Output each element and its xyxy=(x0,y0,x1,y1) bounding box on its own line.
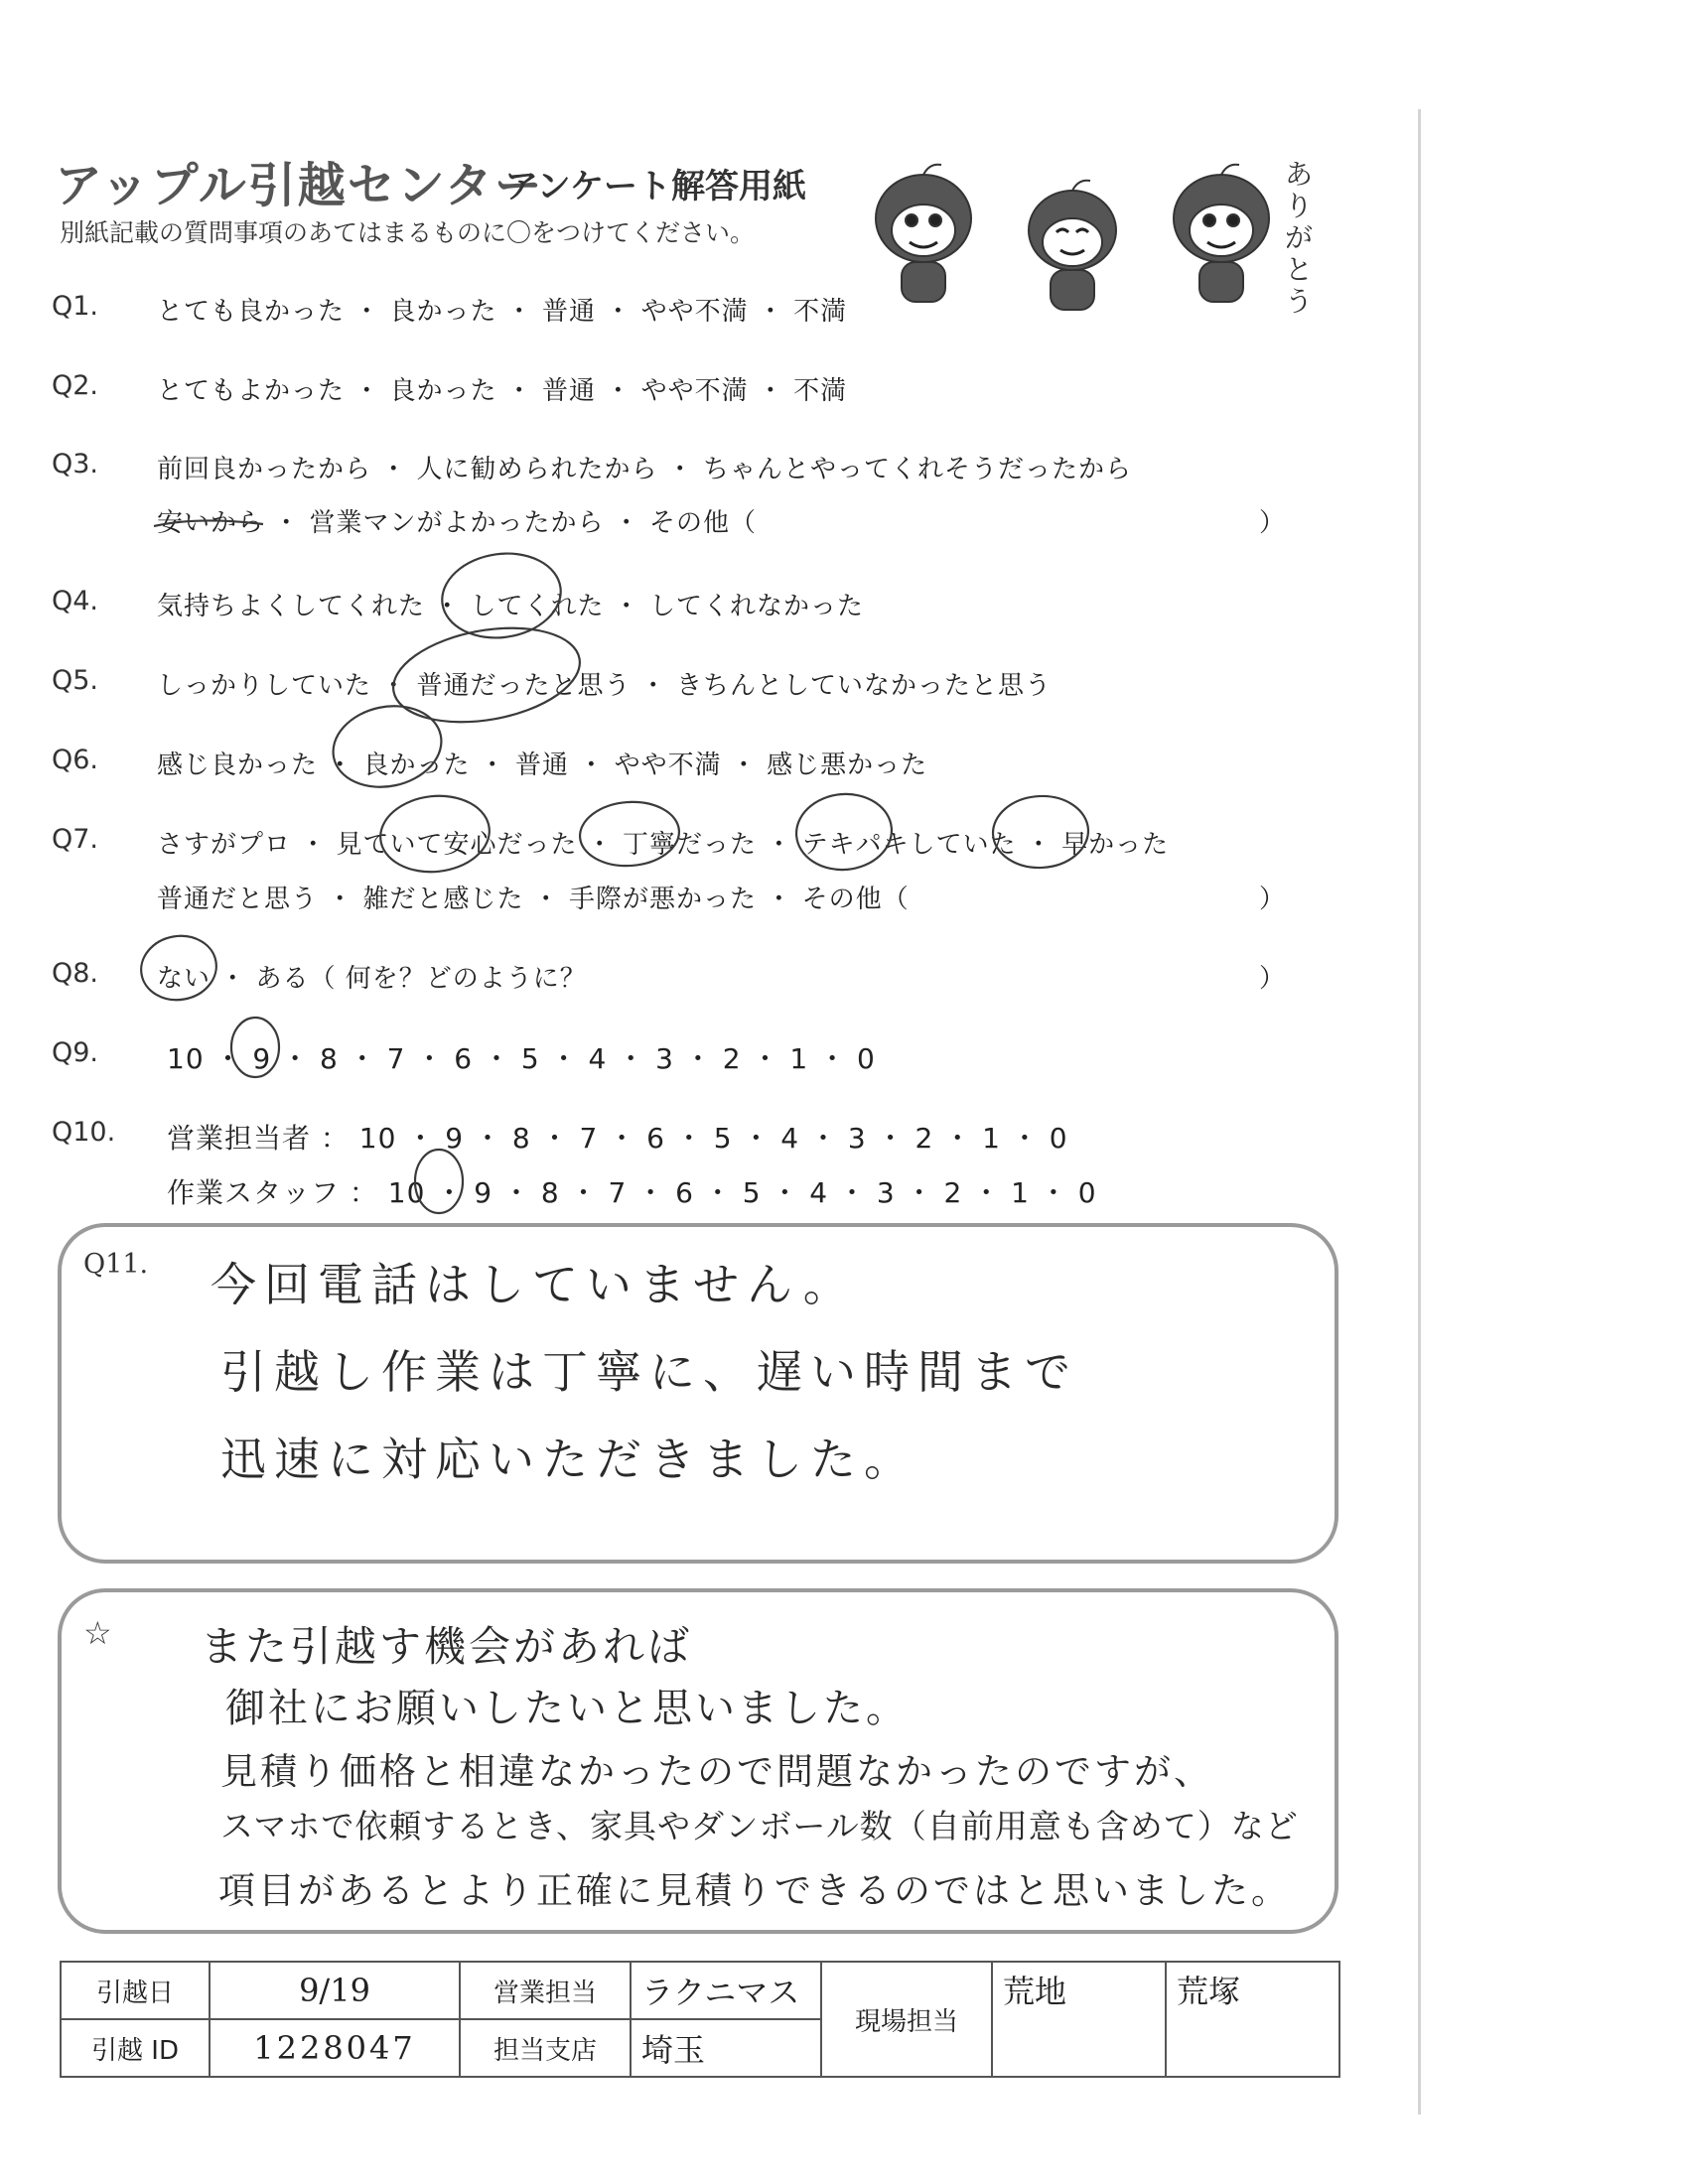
q3-label: Q3. xyxy=(52,449,99,479)
site-staff-label: 現場担当 xyxy=(821,1962,992,2077)
move-id-value: 1228047 xyxy=(210,2019,460,2077)
q11-label: Q11. xyxy=(83,1249,149,1280)
q7-close-paren: ） xyxy=(1259,885,1286,914)
q10-label: Q10. xyxy=(52,1117,116,1148)
q9-scale: 10 ・ 9 ・ 8 ・ 7 ・ 6 ・ 5 ・ 4 ・ 3 ・ 2 ・ 1 ・ 0 xyxy=(167,1042,876,1075)
q5-options: しっかりしていた ・ 普通だったと思う ・ きちんとしていなかったと思う xyxy=(157,671,1053,701)
q4-options: 気持ちよくしてくれた ・ してくれた ・ してくれなかった xyxy=(157,592,865,621)
comment-line-1: また引越す機会があれば xyxy=(201,1622,693,1671)
additional-comment-box xyxy=(58,1588,1338,1934)
company-title: アップル引越センター xyxy=(55,158,544,213)
q5-label: Q5. xyxy=(52,665,99,696)
mascot-right xyxy=(1174,165,1269,302)
q11-line-2: 引越し作業は丁寧に、遅い時間まで xyxy=(220,1345,1078,1399)
site-staff-signature-2: 荒塚 xyxy=(1166,1962,1339,2077)
move-id-label: 引越 ID xyxy=(61,2019,210,2077)
q8-options: ない ・ ある（ 何を？どのように？ xyxy=(157,964,587,994)
q1-label: Q1. xyxy=(52,291,99,322)
q11-line-1: 今回電話はしていません。 xyxy=(211,1258,857,1311)
q10-staff-scale: 作業スタッフ ： 10 ・ 9 ・ 8 ・ 7 ・ 6 ・ 5 ・ 4 ・ 3 ・ 2 ・ 1 ・ 0 xyxy=(167,1176,1097,1209)
instruction-text: 別紙記載の質問事項のあてはまるものに〇をつけてください。 xyxy=(60,218,756,247)
comment-line-5: 項目があるとより正確に見積りできるのではと思いました。 xyxy=(218,1869,1291,1912)
branch-value: 埼玉 xyxy=(631,2019,821,2077)
form-title: アンケート解答用紙 xyxy=(504,167,806,206)
comment-line-3: 見積り価格と相違なかったので問題なかったのですが、 xyxy=(220,1750,1213,1793)
q8-label: Q8. xyxy=(52,958,99,989)
q11-line-3: 迅速に対応いただきました。 xyxy=(220,1433,917,1486)
mascot-caption: ありがとう xyxy=(1284,158,1313,318)
q2-label: Q2. xyxy=(52,370,99,401)
q7-options-line1: さすがプロ ・ 見ていて安心だった ・ 丁寧だった ・ テキパキしていた ・ 早かった xyxy=(157,830,1170,860)
q11-comment-box xyxy=(58,1223,1338,1564)
branch-label: 担当支店 xyxy=(460,2019,631,2077)
move-date-label: 引越日 xyxy=(61,1962,210,2019)
page-edge xyxy=(1418,109,1421,2115)
q3-options-line2: 安いから ・ 営業マンがよかったから ・ その他（ xyxy=(157,508,758,538)
q6-options: 感じ良かった ・ 良かった ・ 普通 ・ やや不満 ・ 感じ悪かった xyxy=(157,751,928,780)
footer-info-table xyxy=(60,1961,1340,2078)
mascot-middle xyxy=(1029,181,1116,310)
q7-label: Q7. xyxy=(52,824,99,855)
mascot-left xyxy=(876,165,971,302)
q10-sales-scale: 営業担当者 ： 10 ・ 9 ・ 8 ・ 7 ・ 6 ・ 5 ・ 4 ・ 3 ・ 2 ・ 1 ・ 0 xyxy=(167,1122,1068,1155)
q1-options: とても良かった ・ 良かった ・ 普通 ・ やや不満 ・ 不満 xyxy=(157,297,848,327)
star-icon: ☆ xyxy=(83,1614,112,1652)
sales-rep-value: ラクニマス xyxy=(631,1962,821,2019)
q2-options: とてもよかった ・ 良かった ・ 普通 ・ やや不満 ・ 不満 xyxy=(157,376,848,406)
q9-label: Q9. xyxy=(52,1037,99,1068)
comment-line-2: 御社にお願いしたいと思いました。 xyxy=(225,1686,909,1731)
q3-close-paren: ） xyxy=(1259,508,1286,538)
move-date-value: 9/19 xyxy=(210,1962,460,2019)
comment-line-4: スマホで依頼するとき、家具やダンボール数（自前用意も含めて）など xyxy=(220,1807,1299,1845)
q4-label: Q4. xyxy=(52,586,99,616)
sales-rep-label: 営業担当 xyxy=(460,1962,631,2019)
q6-label: Q6. xyxy=(52,745,99,775)
q3-options-line1: 前回良かったから ・ 人に勧められたから ・ ちゃんとやってくれそうだったから xyxy=(157,455,1133,484)
site-staff-signature-1: 荒地 xyxy=(992,1962,1166,2077)
q8-close-paren: ） xyxy=(1259,964,1286,994)
mascot-illustration xyxy=(864,159,1321,328)
q7-options-line2: 普通だと思う ・ 雑だと感じた ・ 手際が悪かった ・ その他（ xyxy=(157,885,910,914)
